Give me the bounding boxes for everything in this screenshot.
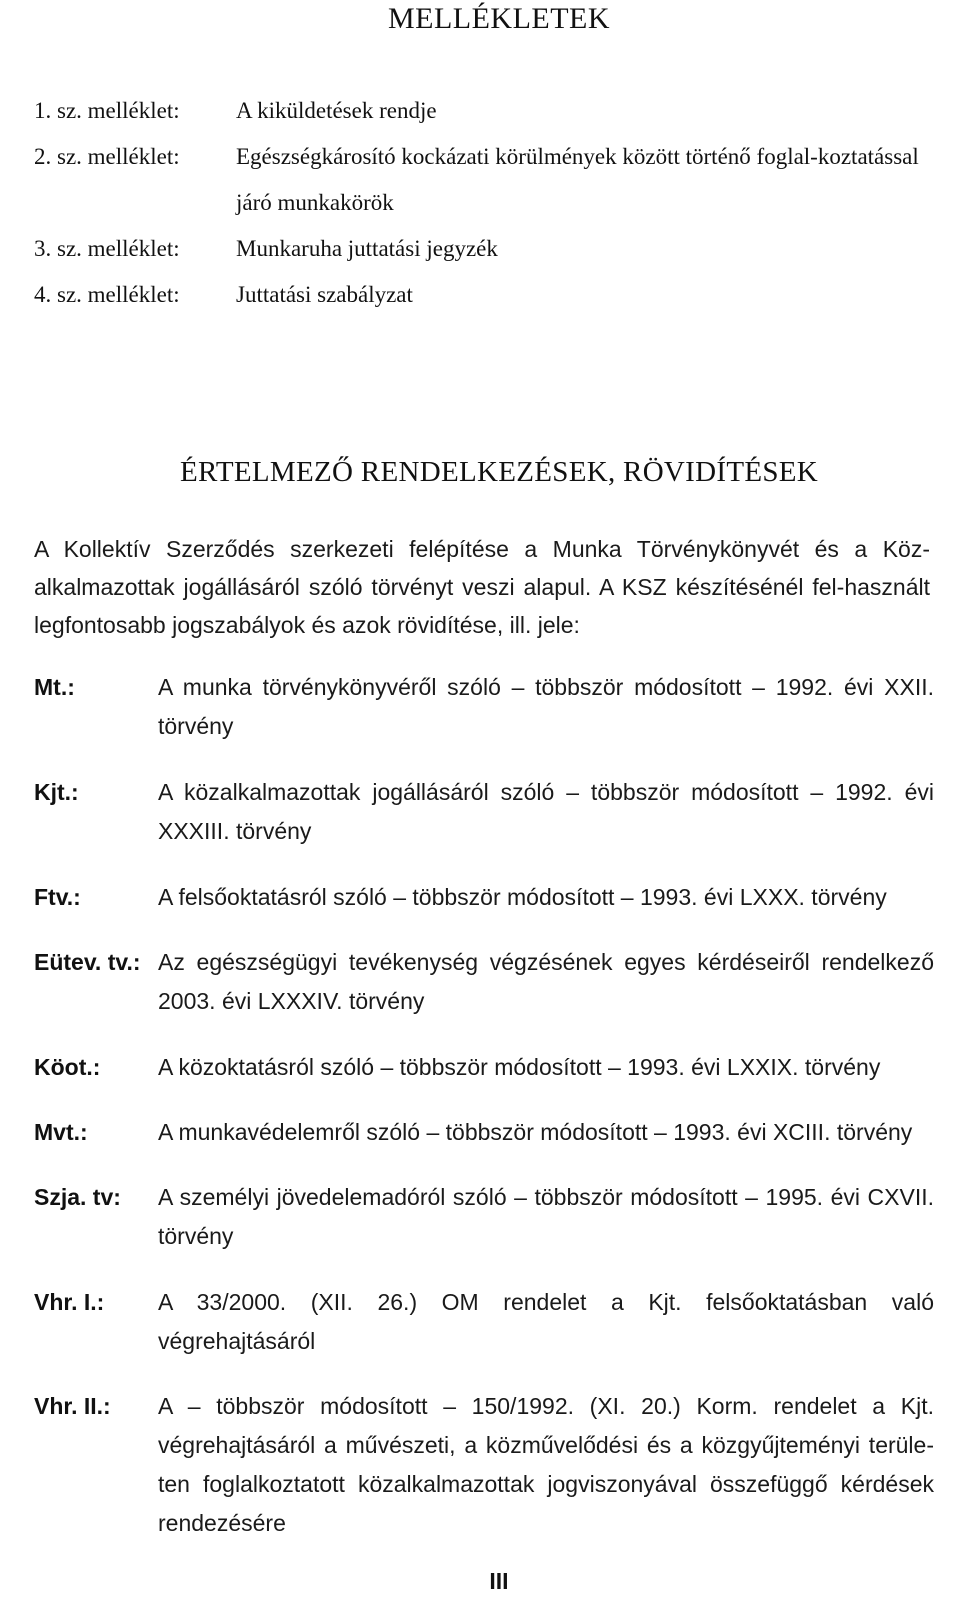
annex-title: Egészségkárosító kockázati körülmények között történő foglal-koztatással járó munkakörök xyxy=(236,144,919,215)
annex-item xyxy=(34,134,934,226)
abbreviation-definition: A munkavédelemről szóló – többször módosított – 1993. évi XCIII. törvény xyxy=(158,1119,913,1145)
abbreviation-key: Mvt.: xyxy=(34,1119,88,1145)
abbreviation-item xyxy=(34,773,934,851)
abbreviation-definition: A közalkalmazottak jogállásáról szóló – többször módosított – 1992. évi XXXIII. törvény xyxy=(158,779,934,844)
intro-paragraph: A Kollektív Szerződés szerkezeti felépítése a Munka Törvénykönyvét és a Köz-alkalmazottak jogállásáról szóló törvényt veszi alapul. A KSZ készítésénél fel-használt legfontosabb jogszabályok és azok rövidítése, ill. jele: xyxy=(34,536,930,638)
annex-title: A kiküldetések rendje xyxy=(236,98,437,123)
annex-label: 4. sz. melléklet: xyxy=(34,282,180,307)
abbreviation-definition: A személyi jövedelemadóról szóló – többször módosított – 1995. évi CXVII. törvény xyxy=(158,1184,934,1249)
page-title: MELLÉKLETEK xyxy=(387,2,611,35)
abbreviation-definition: A közoktatásról szóló – többször módosított – 1993. évi LXXIX. törvény xyxy=(158,1054,881,1080)
abbreviation-item xyxy=(34,943,934,1021)
abbreviation-item xyxy=(34,1113,934,1152)
annex-title: Juttatási szabályzat xyxy=(236,282,413,307)
abbreviation-definition: A 33/2000. (XII. 26.) OM rendelet a Kjt. felsőoktatásban való végrehajtásáról xyxy=(158,1289,934,1354)
abbreviation-key: Ftv.: xyxy=(34,884,81,910)
abbreviation-key: Mt.: xyxy=(34,674,75,700)
page-number: III xyxy=(489,1568,509,1594)
abbreviation-item xyxy=(34,668,934,746)
section-heading: ÉRTELMEZŐ RENDELKEZÉSEK, RÖVIDÍTÉSEK xyxy=(179,456,819,488)
annex-item xyxy=(34,88,934,134)
abbreviation-item xyxy=(34,1178,934,1256)
annex-item xyxy=(34,226,934,272)
abbreviation-key: Vhr. II.: xyxy=(34,1393,111,1419)
abbreviation-list xyxy=(34,668,934,1543)
annex-title: Munkaruha juttatási jegyzék xyxy=(236,236,498,261)
abbreviation-item xyxy=(34,1387,934,1543)
abbreviation-definition: A felsőoktatásról szóló – többször módosított – 1993. évi LXXX. törvény xyxy=(158,884,887,910)
abbreviation-definition: A – többször módosított – 150/1992. (XI. 20.) Korm. rendelet a Kjt. végrehajtásáról a művészeti, a közművelődési és a közgyűjteményi terüle-ten foglalkoztatott közalkalmazottak jogviszonyával összefüggő kérdések rendezésére xyxy=(158,1393,934,1536)
abbreviation-key: Kjt.: xyxy=(34,779,79,805)
abbreviation-key: Vhr. I.: xyxy=(34,1289,105,1315)
abbreviation-item xyxy=(34,1048,934,1087)
abbreviation-item xyxy=(34,1283,934,1361)
abbreviation-item xyxy=(34,878,934,917)
abbreviation-key: Szja. tv: xyxy=(34,1184,121,1210)
annex-label: 3. sz. melléklet: xyxy=(34,236,180,261)
annex-list xyxy=(34,88,934,318)
annex-label: 1. sz. melléklet: xyxy=(34,98,180,123)
abbreviation-definition: A munka törvénykönyvéről szóló – többször módosított – 1992. évi XXII. törvény xyxy=(158,674,934,739)
abbreviation-definition: Az egészségügyi tevékenység végzésének egyes kérdéseiről rendelkező 2003. évi LXXXIV. törvény xyxy=(158,949,934,1014)
document-page xyxy=(34,0,934,1614)
abbreviation-key: Köot.: xyxy=(34,1054,101,1080)
abbreviation-key: Eütev. tv.: xyxy=(34,949,141,975)
annex-item xyxy=(34,272,934,318)
annex-label: 2. sz. melléklet: xyxy=(34,144,180,169)
